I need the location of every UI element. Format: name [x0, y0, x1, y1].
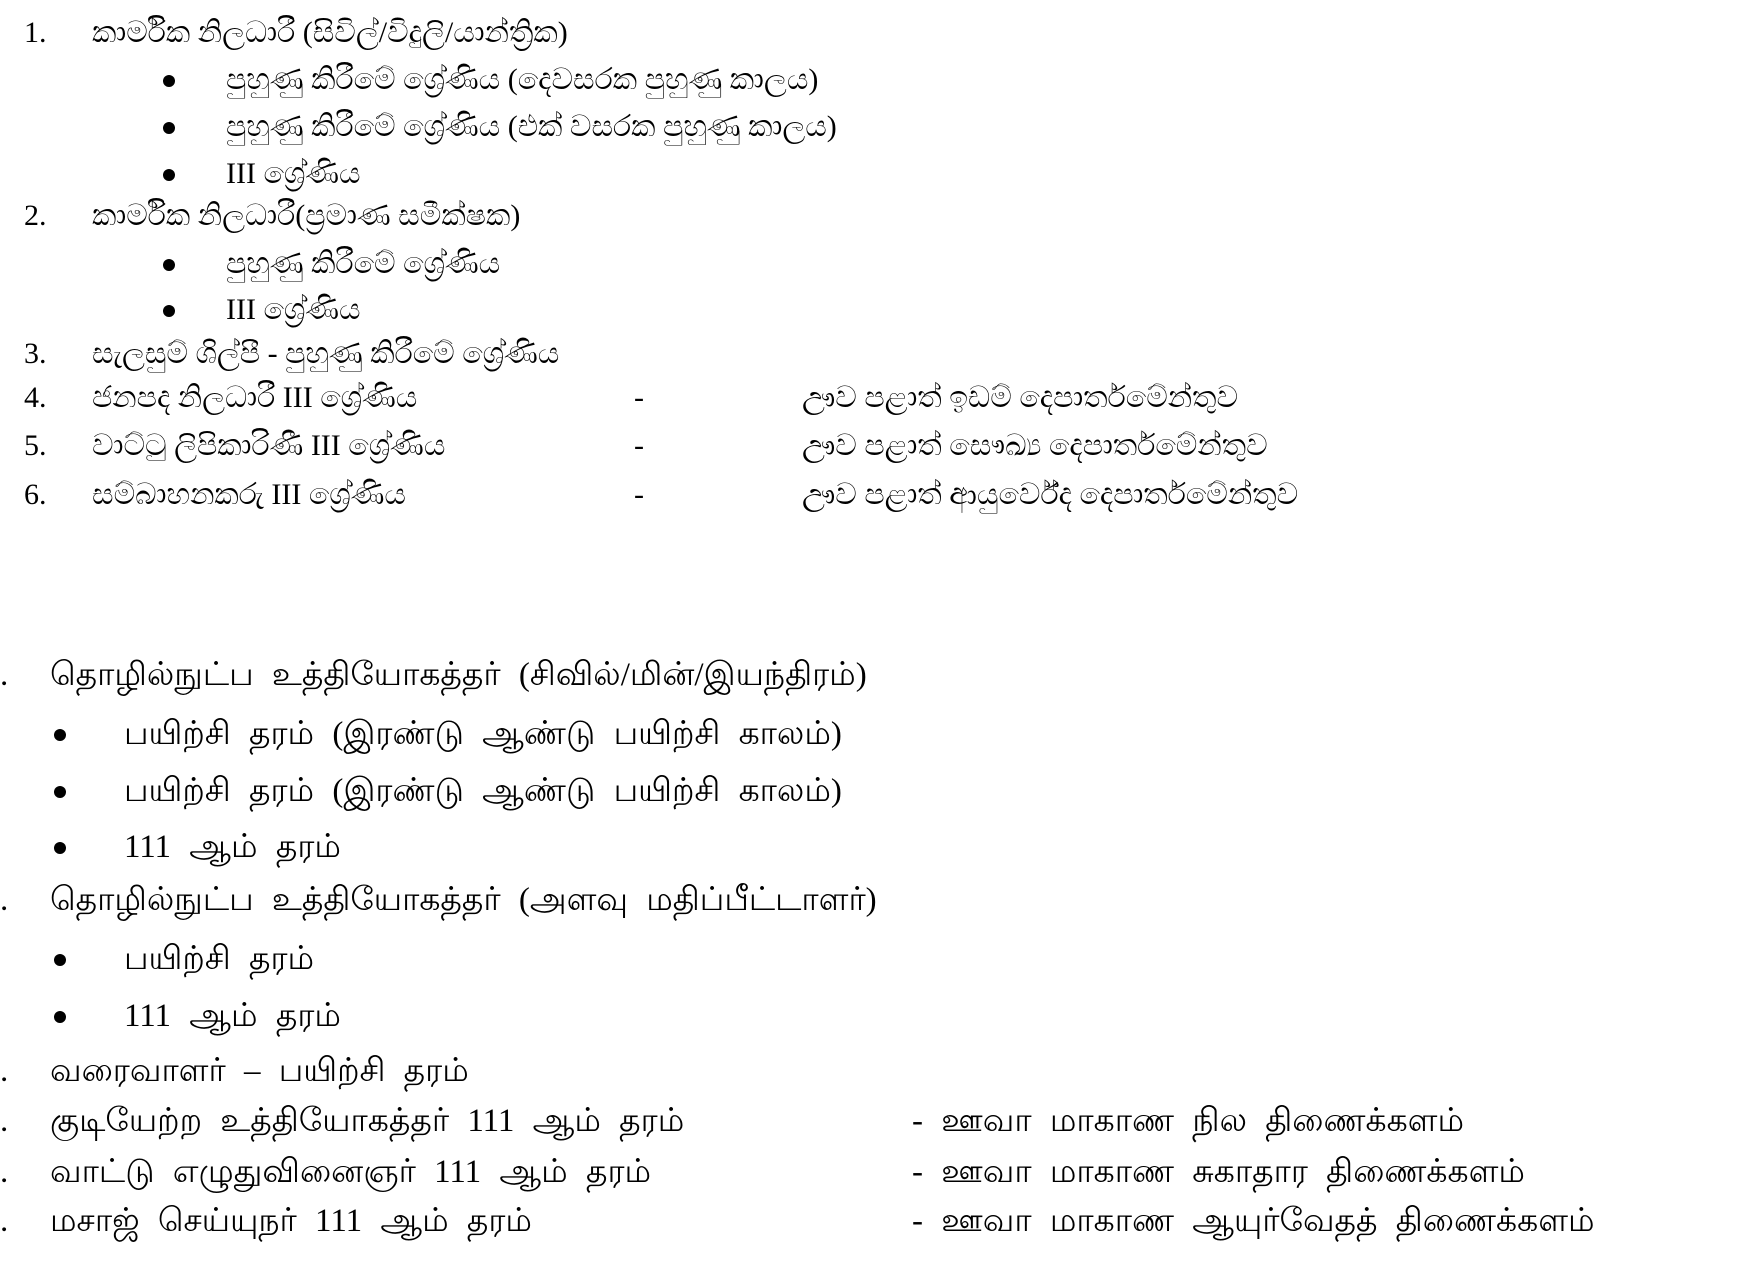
sub-item-text: III ශ්‍රේණිය: [226, 293, 361, 326]
bullet-icon: [54, 954, 66, 966]
list-item-text: மசாஜ் செய்யுநர் 111 ஆம் தரம்: [50, 1203, 532, 1239]
list-item-text: වාට්ටු ලිපිකාරිණී III ශ්‍රේණිය: [92, 429, 446, 462]
bullet-icon: [54, 842, 66, 854]
bullet-icon: [54, 786, 66, 798]
list-item-text: தொழில்நுட்ப உத்தியோகத்தர் (சிவில்/மின்/இயந்திரம்): [50, 657, 867, 693]
sub-item-text: பயிற்சி தரம்: [124, 941, 315, 977]
bullet-icon: [163, 122, 175, 134]
list-item-number: 5.: [24, 429, 47, 462]
bullet-icon: [54, 729, 66, 741]
sub-item-text: පුහුණු කිරීමේ ශ්‍රේණිය: [226, 247, 501, 280]
department-name: - ஊவா மாகாண சுகாதார திணைக்களம்: [912, 1154, 1525, 1190]
list-item-number: .: [0, 657, 9, 693]
list-item-text: කාර්මික නිලධාරී(ප්‍රමාණ සමීක්ෂක): [92, 199, 521, 232]
sub-item-text: பயிற்சி தரம் (இரண்டு ஆண்டு பயிற்சி காலம்): [124, 716, 842, 752]
list-item-text: வரைவாளர் – பயிற்சி தரம்: [50, 1053, 469, 1089]
list-item-number: 1.: [24, 16, 47, 49]
list-item-number: 4.: [24, 381, 47, 414]
list-item-number: .: [0, 882, 9, 918]
list-item-text: කාර්මික නිලධාරී (සිවිල්/විදුලි/යාන්ත්‍රික): [92, 16, 568, 49]
list-item-number: 3.: [24, 337, 47, 370]
list-item-text: සැලසුම් ශිල්පී - පුහුණු කිරීමේ ශ්‍රේණිය: [92, 337, 560, 370]
list-item-text: ජනපද නිලධාරී III ශ්‍රේණිය: [92, 381, 418, 414]
department-name: ඌව පළාත් ආයුර්වේද දෙපාර්තමේන්තුව: [802, 478, 1299, 511]
list-item-number: .: [0, 1203, 9, 1239]
sub-item-text: 111 ஆம் தரம்: [124, 829, 341, 865]
list-item-number: .: [0, 1103, 9, 1139]
department-name: ඌව පළාත් සෞඛ්‍ය දෙපාර්තමේන්තුව: [802, 429, 1268, 462]
bullet-icon: [163, 75, 175, 87]
department-name: - ஊவா மாகாண நில திணைக்களம்: [912, 1103, 1465, 1139]
list-item-text: සම්බාහනකරු III ශ්‍රේණිය: [92, 478, 406, 511]
list-item-number: .: [0, 1154, 9, 1190]
sub-item-text: பயிற்சி தரம் (இரண்டு ஆண்டு பயிற்சி காலம்): [124, 773, 842, 809]
sub-item-text: පුහුණු කිරීමේ ශ්‍රේණිය (දෙවසරක පුහුණු කාලය): [226, 63, 819, 96]
list-item-text: குடியேற்ற உத்தியோகத்தர் 111 ஆம் தரம்: [50, 1103, 685, 1139]
sub-item-text: පුහුණු කිරීමේ ශ්‍රේණිය (එක් වසරක පුහුණු කාලය): [226, 110, 837, 143]
list-item-number: 6.: [24, 478, 47, 511]
list-item-number: 2.: [24, 199, 47, 232]
dash-separator: -: [634, 429, 644, 462]
list-item-number: .: [0, 1053, 9, 1089]
bullet-icon: [54, 1011, 66, 1023]
sub-item-text: III ශ්‍රේණිය: [226, 157, 361, 190]
department-name: ඌව පළාත් ඉඩම් දෙපාර්තමේන්තුව: [802, 381, 1239, 414]
bullet-icon: [163, 169, 175, 181]
dash-separator: -: [634, 381, 644, 414]
list-item-text: வாட்டு எழுதுவினைஞர் 111 ஆம் தரம்: [50, 1154, 652, 1190]
sub-item-text: 111 ஆம் தரம்: [124, 998, 341, 1034]
dash-separator: -: [634, 478, 644, 511]
list-item-text: தொழில்நுட்ப உத்தியோகத்தர் (அளவு மதிப்பீட்டாளர்): [50, 882, 877, 918]
bullet-icon: [163, 305, 175, 317]
department-name: - ஊவா மாகாண ஆயுர்வேதத் திணைக்களம்: [912, 1203, 1595, 1239]
bullet-icon: [163, 259, 175, 271]
